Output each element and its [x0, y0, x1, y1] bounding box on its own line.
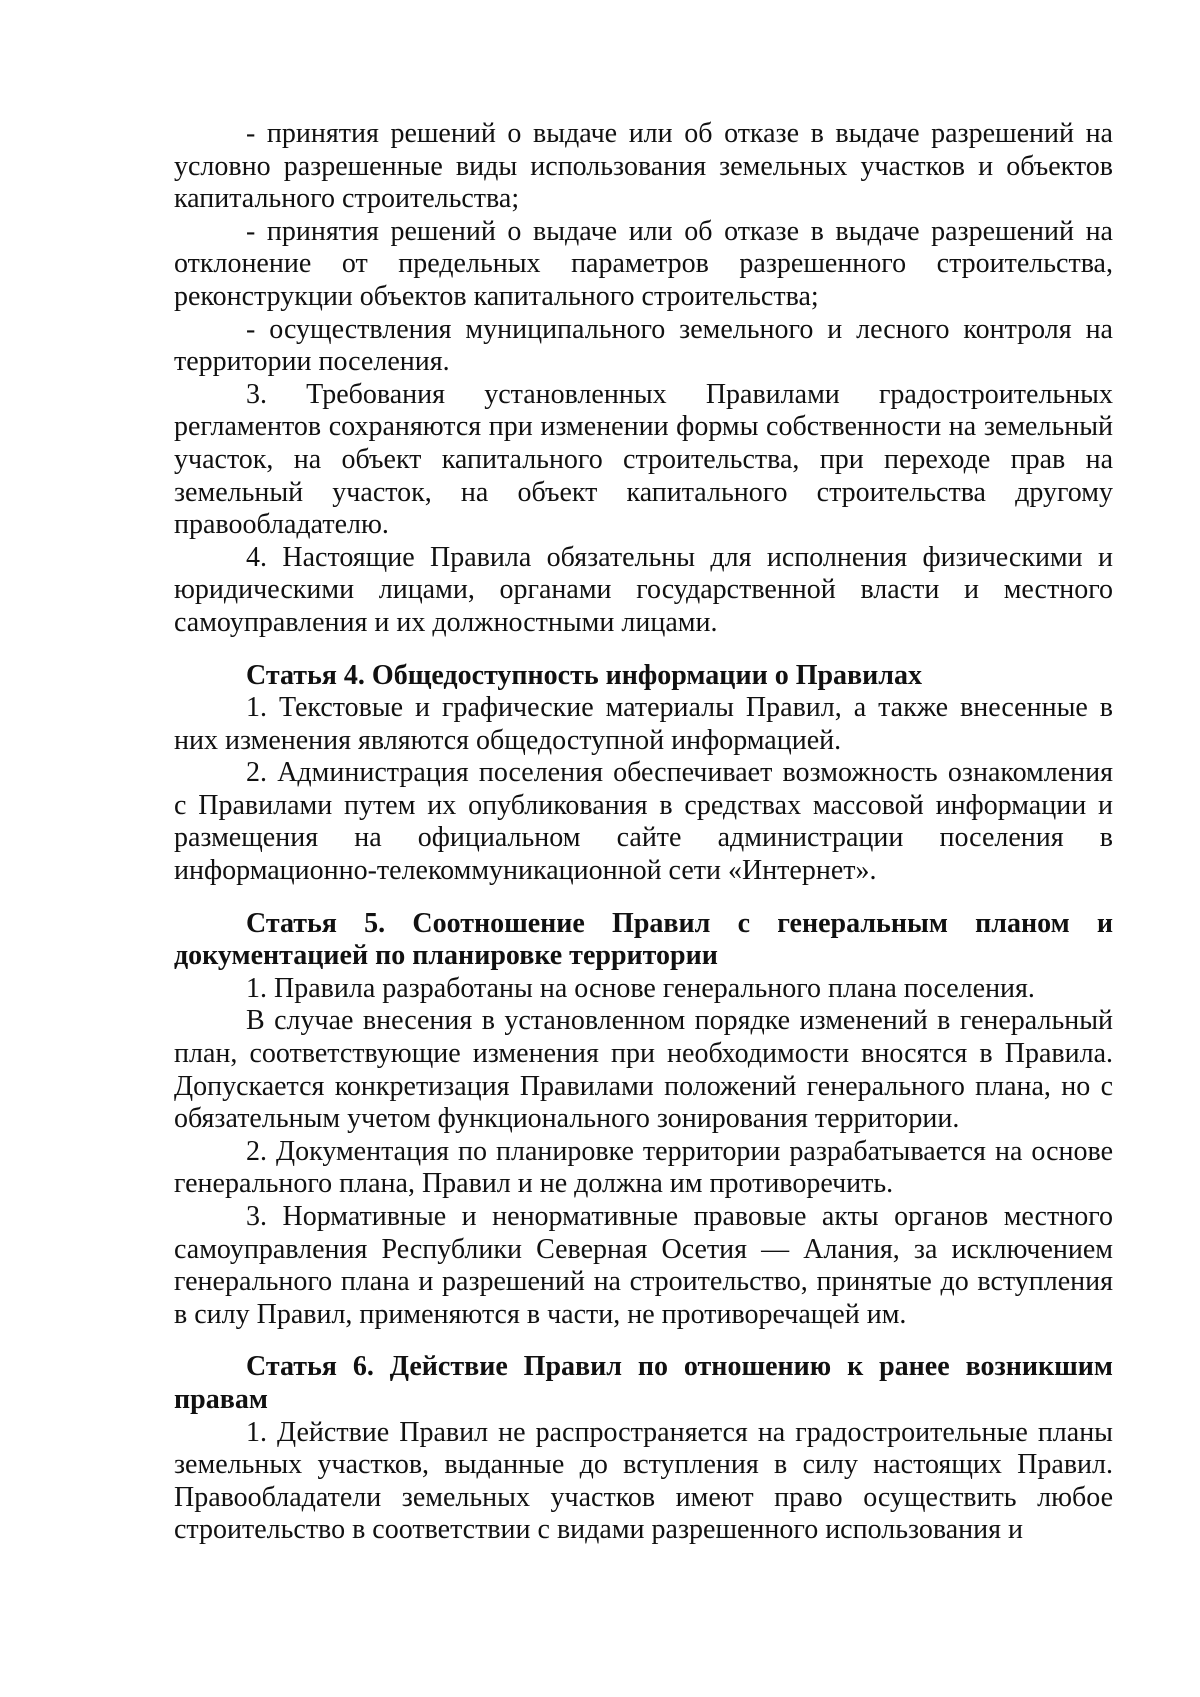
paragraph-list-item-1: - принятия решений о выдаче или об отказе в выдаче разрешений на условно разрешенные виды использования земельных участков и объектов капитального строительства; [174, 118, 1113, 215]
article-6-paragraph-1: 1. Действие Правил не распространяется на градостроительные планы земельных участков, выданные до вступления в силу настоящих Правил. Правообладатели земельных участков имеют право осуществить любое строительство в соответствии с видами разрешенного использования и [174, 1416, 1113, 1546]
article-5-heading: Статья 5. Соотношение Правил с генеральным планом и документацией по планировке территории [174, 907, 1113, 972]
paragraph-list-item-2: - принятия решений о выдаче или об отказе в выдаче разрешений на отклонение от предельных параметров разрешенного строительства, реконструкции объектов капитального строительства; [174, 215, 1113, 312]
article-4-heading: Статья 4. Общедоступность информации о Правилах [246, 659, 923, 691]
paragraph-clause-4: 4. Настоящие Правила обязательны для исполнения физическими и юридическими лицами, органами государственной власти и местного самоуправления и их должностными лицами. [174, 541, 1113, 638]
section-spacer [174, 888, 1113, 908]
paragraph-clause-3: 3. Требования установленных Правилами градостроительных регламентов сохраняются при изменении формы собственности на земельный участок, на объект капитального строительства, при переходе прав на земельный участок, на объект капитального строительства другому правообладателю. [174, 378, 1113, 541]
document-page [174, 118, 1113, 1547]
article-5-paragraph-1: 1. Правила разработаны на основе генерального плана поселения. [246, 972, 1035, 1004]
article-5-paragraph-3: 2. Документация по планировке территории разрабатывается на основе генерального плана, Правил и не должна им противоречить. [174, 1135, 1113, 1200]
section-spacer [174, 640, 1113, 660]
article-5-paragraph-2: В случае внесения в установленном порядке изменений в генеральный план, соответствующие изменения при необходимости вносятся в Правила. Допускается конкретизация Правилами положений генерального плана, но с обязательным учетом функционального зонирования территории. [174, 1005, 1113, 1135]
article-4-paragraph-1: 1. Текстовые и графические материалы Правил, а также внесенные в них изменения являются общедоступной информацией. [174, 692, 1113, 756]
paragraph-list-item-3: - осуществления муниципального земельного и лесного контроля на территории поселения. [174, 313, 1113, 378]
article-4-paragraph-2: 2. Администрация поселения обеспечивает возможность ознакомления с Правилами путем их опубликования в средствах массовой информации и размещения на официальном сайте администрации поселения в информационно-телекоммуникационной сети «Интернет». [174, 757, 1113, 887]
article-5-paragraph-4: 3. Нормативные и ненормативные правовые акты органов местного самоуправления Республики Северная Осетия — Алания, за исключением генерального плана и разрешений на строительство, принятые до вступления в силу Правил, применяются в части, не противоречащей им. [174, 1201, 1113, 1330]
article-6-heading: Статья 6. Действие Правил по отношению к ранее возникшим правам [174, 1351, 1113, 1415]
section-spacer [174, 1331, 1113, 1351]
